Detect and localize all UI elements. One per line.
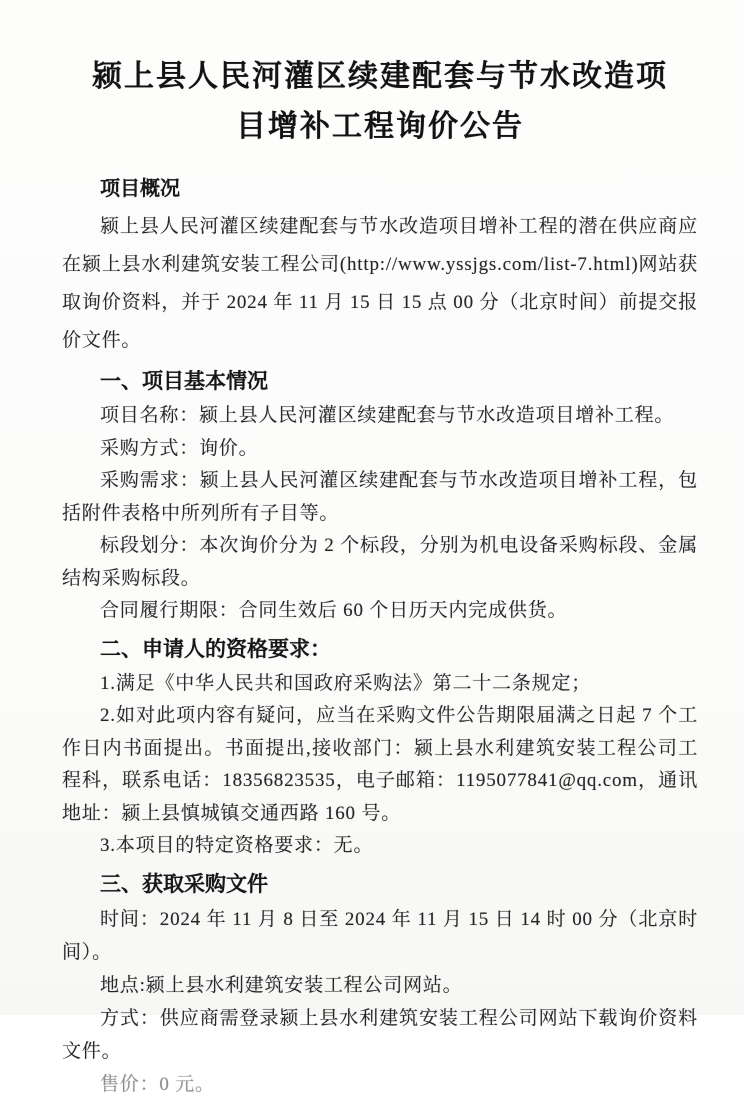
section3-heading: 三、获取采购文件 [100,872,268,896]
qualification-item-1: 1.满足《中华人民共和国政府采购法》第二十二条规定； [100,672,592,694]
document-price-line: 售价：0 元。 [100,1073,215,1095]
obtain-method-line: 方式：供应商需登录颍上县水利建筑安装工程公司网站下载询价资料文件。 [62,1007,698,1062]
section3-body [62,903,698,1101]
qualification-item-3: 3.本项目的特定资格要求：无。 [100,835,374,856]
contract-period-line: 合同履行期限：合同生效后 60 个日历天内完成供货。 [100,600,568,621]
section1-heading: 一、项目基本情况 [100,370,268,393]
qualification-item-2: 2.如对此项内容有疑问，应当在采购文件公告期限届满之日起 7 个工作日内书面提出。书面提出,接收部门：颍上县水利建筑安装工程公司工程科，联系电话：18356823535，电子邮箱：1195077841@qq.com，通讯地址：颍上县慎城镇交通西路 160 号。 [62,705,698,824]
procurement-method-line: 采购方式：询价。 [100,437,259,459]
obtain-location-line: 地点:颍上县水利建筑安装工程公司网站。 [100,974,463,996]
overview-heading: 项目概况 [100,178,180,200]
procurement-demand-line: 采购需求：颍上县人民河灌区续建配套与节水改造项目增补工程，包括附件表格中所列所有子目等。 [62,470,698,524]
overview-paragraph: 颍上县人民河灌区续建配套与节水改造项目增补工程的潜在供应商应在颍上县水利建筑安装工程公司(http://www.yssjgs.com/list-7.html)网站获取询价资料，并于 2024 年 11 月 15 日 15 点 00 分（北京时间）前提交报价文件。 [62,216,698,351]
document-title-line-2: 目增补工程询价公告 [236,110,524,143]
project-name-line: 项目名称：颍上县人民河灌区续建配套与节水改造项目增补工程。 [100,405,675,426]
section2-body [62,668,698,863]
document-title [62,52,698,152]
lot-division-line: 标段划分：本次询价分为 2 个标段，分别为机电设备采购标段、金属结构采购标段。 [62,535,698,589]
section1-body [62,400,698,628]
section2-heading: 二、申请人的资格要求： [100,637,331,661]
document-title-line-1: 颍上县人民河灌区续建配套与节水改造项 [92,60,668,93]
obtain-time-line: 时间：2024 年 11 月 8 日至 2024 年 11 月 15 日 14 时 00 分（北京时间）。 [62,908,698,963]
